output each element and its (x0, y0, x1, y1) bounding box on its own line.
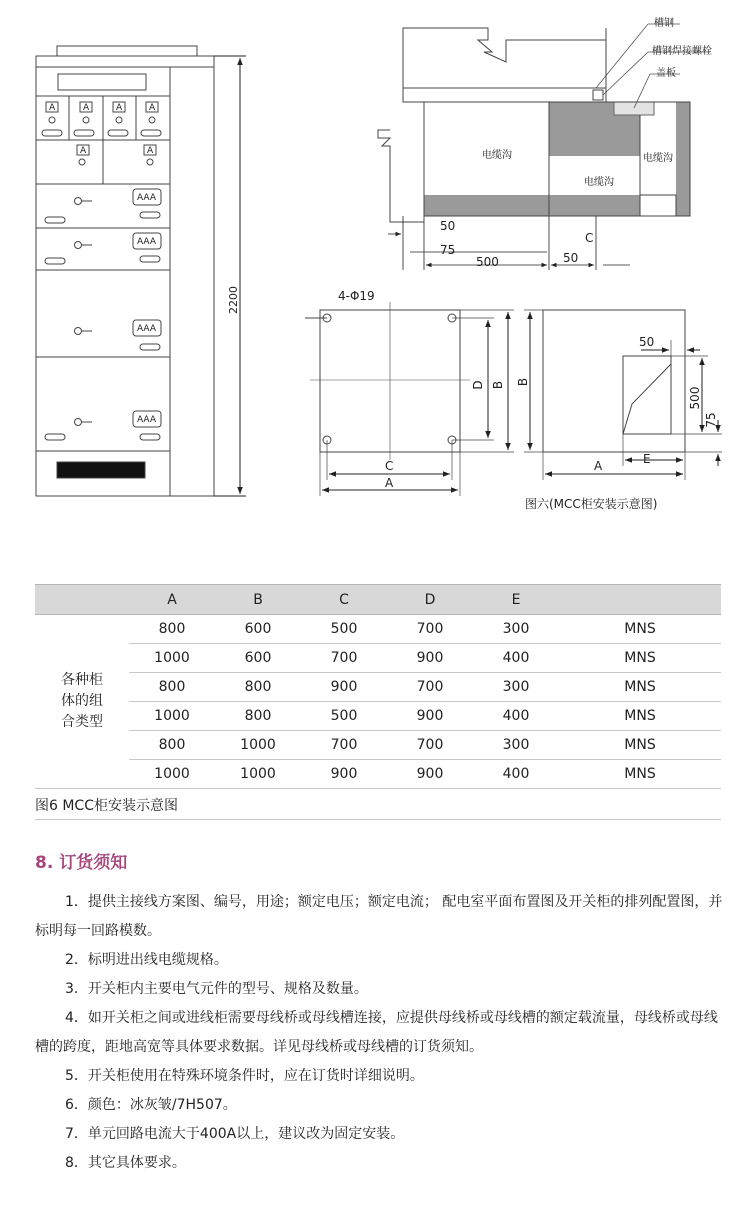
mcc-installation-drawing (0, 0, 750, 560)
table-header-cell: E (473, 585, 559, 615)
table-cell: 800 (129, 673, 215, 702)
trench-label-right: 电缆沟 (643, 153, 673, 164)
table-cell: MNS (559, 673, 721, 702)
trench-label-left: 电缆沟 (482, 150, 512, 161)
plan-dim-d: D (471, 380, 485, 390)
table-cell: 400 (473, 702, 559, 731)
table-cell: 800 (215, 673, 301, 702)
table-cell: 1000 (215, 731, 301, 760)
table-cell: 400 (473, 644, 559, 673)
table-header-cell: D (387, 585, 473, 615)
table-row (35, 760, 721, 789)
table-cell: MNS (559, 731, 721, 760)
meter-label: A (80, 146, 87, 156)
trench-section-view (378, 24, 710, 270)
table-cell: MNS (559, 760, 721, 789)
table-cell: 700 (301, 644, 387, 673)
table-row (35, 644, 721, 673)
order-note: 2．标明进出线电缆规格。 (65, 952, 228, 968)
order-note: 6．颜色：冰灰皱/7H507。 (65, 1097, 237, 1113)
table-header-row (35, 585, 721, 615)
table-cell: MNS (559, 644, 721, 673)
height-dimension (214, 56, 246, 496)
dim-500: 500 (476, 255, 499, 269)
row-group-header-line: 各种柜 (61, 672, 103, 688)
order-note: 5．开关柜使用在特殊环境条件时，应在订货时详细说明。 (65, 1068, 424, 1084)
table-cell: 300 (473, 615, 559, 644)
row-group-header-line: 合类型 (61, 714, 103, 730)
table-cell: 800 (129, 615, 215, 644)
order-note: 7．单元回路电流大于400A以上，建议改为固定安装。 (65, 1126, 405, 1142)
table-cell: MNS (559, 615, 721, 644)
meter-label: A (49, 103, 56, 113)
order-notes-list (35, 888, 725, 1178)
base-plan-labels (338, 289, 505, 490)
trench-label-mid: 电缆沟 (584, 177, 614, 188)
meter-label: A (83, 103, 90, 113)
channel-steel-label: 槽钢 (654, 18, 674, 29)
dim-75: 75 (440, 243, 456, 257)
meter-label: A (149, 103, 156, 113)
meter-label: AAA (137, 193, 156, 203)
table-cell: 700 (387, 731, 473, 760)
table-cell: MNS (559, 702, 721, 731)
base-plan-view (305, 302, 514, 496)
table-header-cell (559, 585, 721, 615)
side-dim-a: A (594, 459, 603, 473)
table-cell: 600 (215, 615, 301, 644)
cabinet-height-label: 2200 (227, 286, 240, 314)
table-cell: 1000 (215, 760, 301, 789)
table-cell: 800 (129, 731, 215, 760)
table-cell: 700 (301, 731, 387, 760)
plan-dim-c: C (385, 459, 394, 473)
table-cell: 900 (387, 644, 473, 673)
order-note: 3．开关柜内主要电气元件的型号、规格及数量。 (65, 981, 368, 997)
holes-label: 4-Φ19 (338, 289, 375, 303)
table-cell: 900 (301, 673, 387, 702)
table-header-cell (35, 585, 129, 615)
table-cell: 900 (387, 760, 473, 789)
table-row (35, 615, 721, 644)
meter-label: AAA (137, 324, 156, 334)
table-cell: 500 (301, 702, 387, 731)
meter-label: A (116, 103, 123, 113)
table-cell: 500 (301, 615, 387, 644)
meter-label: A (147, 146, 154, 156)
table-cell: 900 (301, 760, 387, 789)
table-header-cell: A (129, 585, 215, 615)
table-cell: 800 (215, 702, 301, 731)
table-cell: 1000 (129, 760, 215, 789)
divider (35, 819, 721, 820)
table-row (35, 673, 721, 702)
dim-c: C (585, 231, 594, 245)
side-dim-e: E (643, 452, 651, 466)
figure-caption: 图6 MCC柜安装示意图 (35, 798, 178, 814)
cover-label: 盖板 (656, 68, 676, 79)
meter-label: AAA (137, 415, 156, 425)
table-cell: 700 (387, 673, 473, 702)
row-group-header-line: 体的组 (61, 693, 103, 709)
cabinet-front-view (36, 46, 214, 496)
table-cell: 400 (473, 760, 559, 789)
table-cell: 1000 (129, 702, 215, 731)
table-cell: 300 (473, 673, 559, 702)
table-cell: 600 (215, 644, 301, 673)
order-note: 1．提供主接线方案图、编号，用途；额定电压；额定电流； 配电室平面布置图及开关柜的排列配置图，并标明每一回路模数。 (35, 894, 723, 939)
dim-50b: 50 (563, 251, 579, 265)
table-cell: 300 (473, 731, 559, 760)
table-cell: 900 (387, 702, 473, 731)
order-note: 8．其它具体要求。 (65, 1155, 186, 1171)
table-cell: 1000 (129, 644, 215, 673)
table-row (35, 702, 721, 731)
plan-dim-a: A (385, 476, 394, 490)
table-header-cell: C (301, 585, 387, 615)
drawing-caption: 图六(MCC柜安装示意图) (525, 497, 658, 511)
side-dim-50: 50 (639, 335, 655, 349)
table-row (35, 731, 721, 760)
side-dim-500: 500 (688, 386, 702, 410)
section-title: 8. 订货须知 (35, 853, 128, 873)
table-cell: 700 (387, 615, 473, 644)
dim-50: 50 (440, 219, 456, 233)
meter-label: AAA (137, 237, 156, 247)
order-note: 4．如开关柜之间或进线柜需要母线桥或母线槽连接，应提供母线桥或母线槽的额定载流量，母线桥或母线槽的跨度，距地高宽等具体要求数据。详见母线桥或母线槽的订货须知。 (35, 1010, 718, 1055)
row-group-header (35, 615, 129, 789)
bolt-label: 槽钢焊接螺栓 (652, 46, 712, 57)
trench-dimensions (440, 219, 593, 269)
side-dim-75: 75 (704, 412, 718, 428)
table-header-cell: B (215, 585, 301, 615)
dimension-table (35, 584, 721, 789)
plan-dim-b: B (491, 380, 505, 390)
side-dim-b: B (516, 377, 530, 387)
